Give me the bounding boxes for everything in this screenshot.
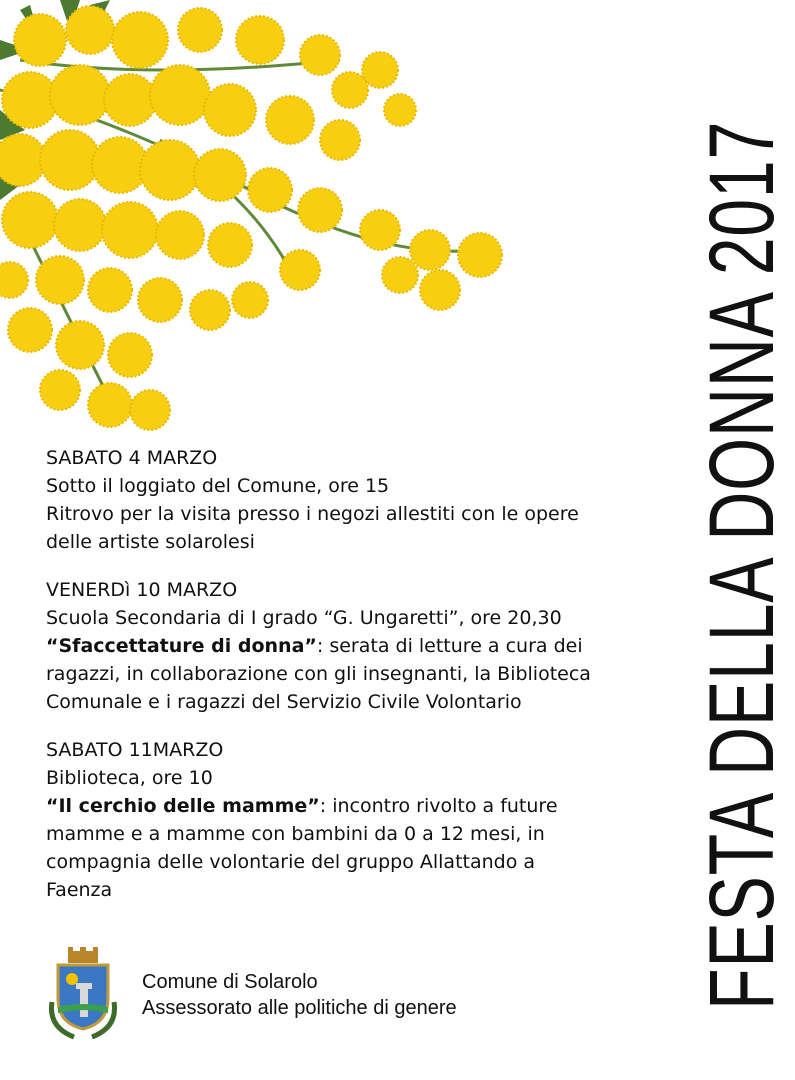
mimosa-bloom xyxy=(382,257,418,293)
event-3 xyxy=(46,736,606,904)
mimosa-flowers-image xyxy=(0,0,520,440)
mimosa-bloom xyxy=(280,250,320,290)
mimosa-bloom xyxy=(104,74,156,126)
event-description-text: : incontro rivolto a future mamme e a mamme con bambini da 0 a 12 mesi, in compagnia delle volontarie del gruppo Allattando a Faenza xyxy=(46,795,558,901)
event-date: SABATO 11MARZO xyxy=(46,739,224,761)
mimosa-bloom xyxy=(420,270,460,310)
event-highlight: “Il cerchio delle mamme” xyxy=(46,795,320,817)
mimosa-bloom xyxy=(88,383,132,427)
mimosa-bloom xyxy=(2,192,58,248)
mimosa-bloom xyxy=(130,390,170,430)
mimosa-bloom xyxy=(92,137,148,193)
mimosa-bloom xyxy=(236,16,284,64)
mimosa-bloom xyxy=(178,8,222,52)
mimosa-bloom xyxy=(0,134,46,186)
mimosa-bloom xyxy=(102,202,158,258)
mimosa-bloom xyxy=(54,199,106,251)
mimosa-bloom xyxy=(138,278,182,322)
event-date: VENERDì 10 MARZO xyxy=(46,579,238,601)
event-description xyxy=(46,792,606,904)
event-place: Biblioteca, ore 10 xyxy=(46,767,213,789)
mimosa-bloom xyxy=(40,370,80,410)
mimosa-bloom xyxy=(300,35,340,75)
event-date: SABATO 4 MARZO xyxy=(46,447,218,469)
event-description: Ritrovo per la visita presso i negozi allestiti con le opere delle artiste solarolesi xyxy=(46,503,579,553)
mimosa-bloom xyxy=(360,210,400,250)
mimosa-bloom xyxy=(248,168,292,212)
mimosa-bloom xyxy=(112,12,168,68)
event-highlight: “Sfaccettature di donna” xyxy=(46,635,317,657)
mimosa-bloom xyxy=(332,72,368,108)
mimosa-bloom xyxy=(384,94,416,126)
mimosa-bloom xyxy=(298,188,342,232)
mimosa-bloom xyxy=(88,268,132,312)
mimosa-bloom xyxy=(320,120,360,160)
event-description-text: : serata di letture a cura dei ragazzi, in collaborazione con gli insegnanti, la Biblioteca Comunale e i ragazzi del Servizio Civile Volontario xyxy=(46,635,591,713)
event-description xyxy=(46,632,606,716)
mimosa-bloom xyxy=(232,282,268,318)
mimosa-bloom xyxy=(194,149,246,201)
event-place: Scuola Secondaria di I grado “G. Ungaretti”, ore 20,30 xyxy=(46,607,562,629)
mimosa-bloom xyxy=(0,262,28,298)
footer-municipality: Comune di Solarolo xyxy=(142,971,318,993)
mimosa-bloom xyxy=(36,256,84,304)
mimosa-bloom xyxy=(204,84,256,136)
page-title: FESTA DELLA DONNA 2017 xyxy=(691,120,793,1011)
event-1 xyxy=(46,444,606,556)
event-place: Sotto il loggiato del Comune, ore 15 xyxy=(46,475,390,497)
mimosa-bloom xyxy=(40,130,100,190)
mimosa-bloom xyxy=(66,6,114,54)
mimosa-bloom xyxy=(50,65,110,125)
mimosa-bloom xyxy=(410,230,450,270)
mimosa-bloom xyxy=(190,290,230,330)
mimosa-bloom xyxy=(156,211,204,259)
events-list xyxy=(46,444,606,924)
footer xyxy=(40,945,540,1045)
mimosa-bloom xyxy=(108,333,152,377)
mimosa-bloom xyxy=(8,308,52,352)
mimosa-bloom xyxy=(14,14,66,66)
municipal-crest-icon xyxy=(44,947,122,1039)
mimosa-bloom xyxy=(150,65,210,125)
footer-department: Assessorato alle politiche di genere xyxy=(142,997,457,1019)
mimosa-bloom xyxy=(458,233,502,277)
mimosa-bloom xyxy=(56,321,104,369)
mimosa-bloom xyxy=(266,96,314,144)
mimosa-bloom xyxy=(140,140,200,200)
mimosa-bloom xyxy=(208,223,252,267)
event-2 xyxy=(46,576,606,716)
